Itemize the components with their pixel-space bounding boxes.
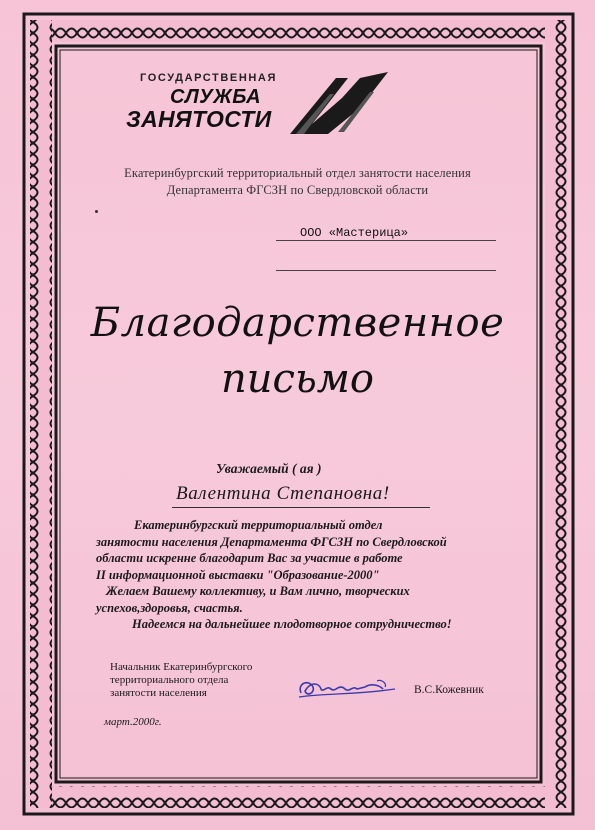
- letter-body: [96, 517, 516, 633]
- body-line: области искренне благодарит Вас за участие в работе: [96, 551, 403, 565]
- body-line: Екатеринбургский территориальный отдел: [134, 518, 383, 532]
- logo-line-2: СЛУЖБА: [170, 86, 262, 108]
- handwritten-signature: [295, 673, 405, 703]
- logo-line-1: ГОСУДАРСТВЕННАЯ: [140, 72, 277, 84]
- greeting: Уважаемый ( ая ): [216, 461, 322, 476]
- ink-dot: [95, 210, 98, 213]
- organization-line-2: Департамента ФГСЗН по Свердловской области: [166, 183, 429, 197]
- company-underline: [276, 240, 496, 241]
- document-title-line-1: Благодарственное: [90, 300, 505, 346]
- signatory-position-line: территориального отдела: [110, 674, 229, 686]
- signatory-position-line: Начальник Екатеринбургского: [110, 661, 253, 673]
- body-line: занятости населения Департамента ФГСЗН по Свердловской: [96, 534, 447, 549]
- body-line: II информационной выставки "Образование-2000": [96, 567, 380, 582]
- body-line: успехов,здоровья, счастья.: [96, 600, 243, 615]
- logo-emblem-icon: [290, 72, 390, 138]
- issue-date: март.2000г.: [104, 716, 162, 728]
- organization-line-1: Екатеринбургский территориальный отдел занятости населения: [124, 166, 471, 180]
- logo-line-3: ЗАНЯТОСТИ: [126, 106, 272, 132]
- signatory-position-line: занятости населения: [110, 687, 207, 699]
- body-line: Надеемся на дальнейшее плодотворное сотрудничество!: [132, 617, 452, 631]
- document-title-line-2: письмо: [221, 356, 374, 402]
- recipient-name: Валентина Степановна!: [172, 483, 430, 508]
- signatory-position: [110, 661, 252, 700]
- blank-underline: [276, 270, 496, 271]
- recipient-company: ООО «Мастерица»: [300, 226, 409, 240]
- signatory-name: В.С.Кожевник: [414, 684, 484, 696]
- body-line: Желаем Вашему коллективу, и Вам лично, творческих: [106, 584, 410, 598]
